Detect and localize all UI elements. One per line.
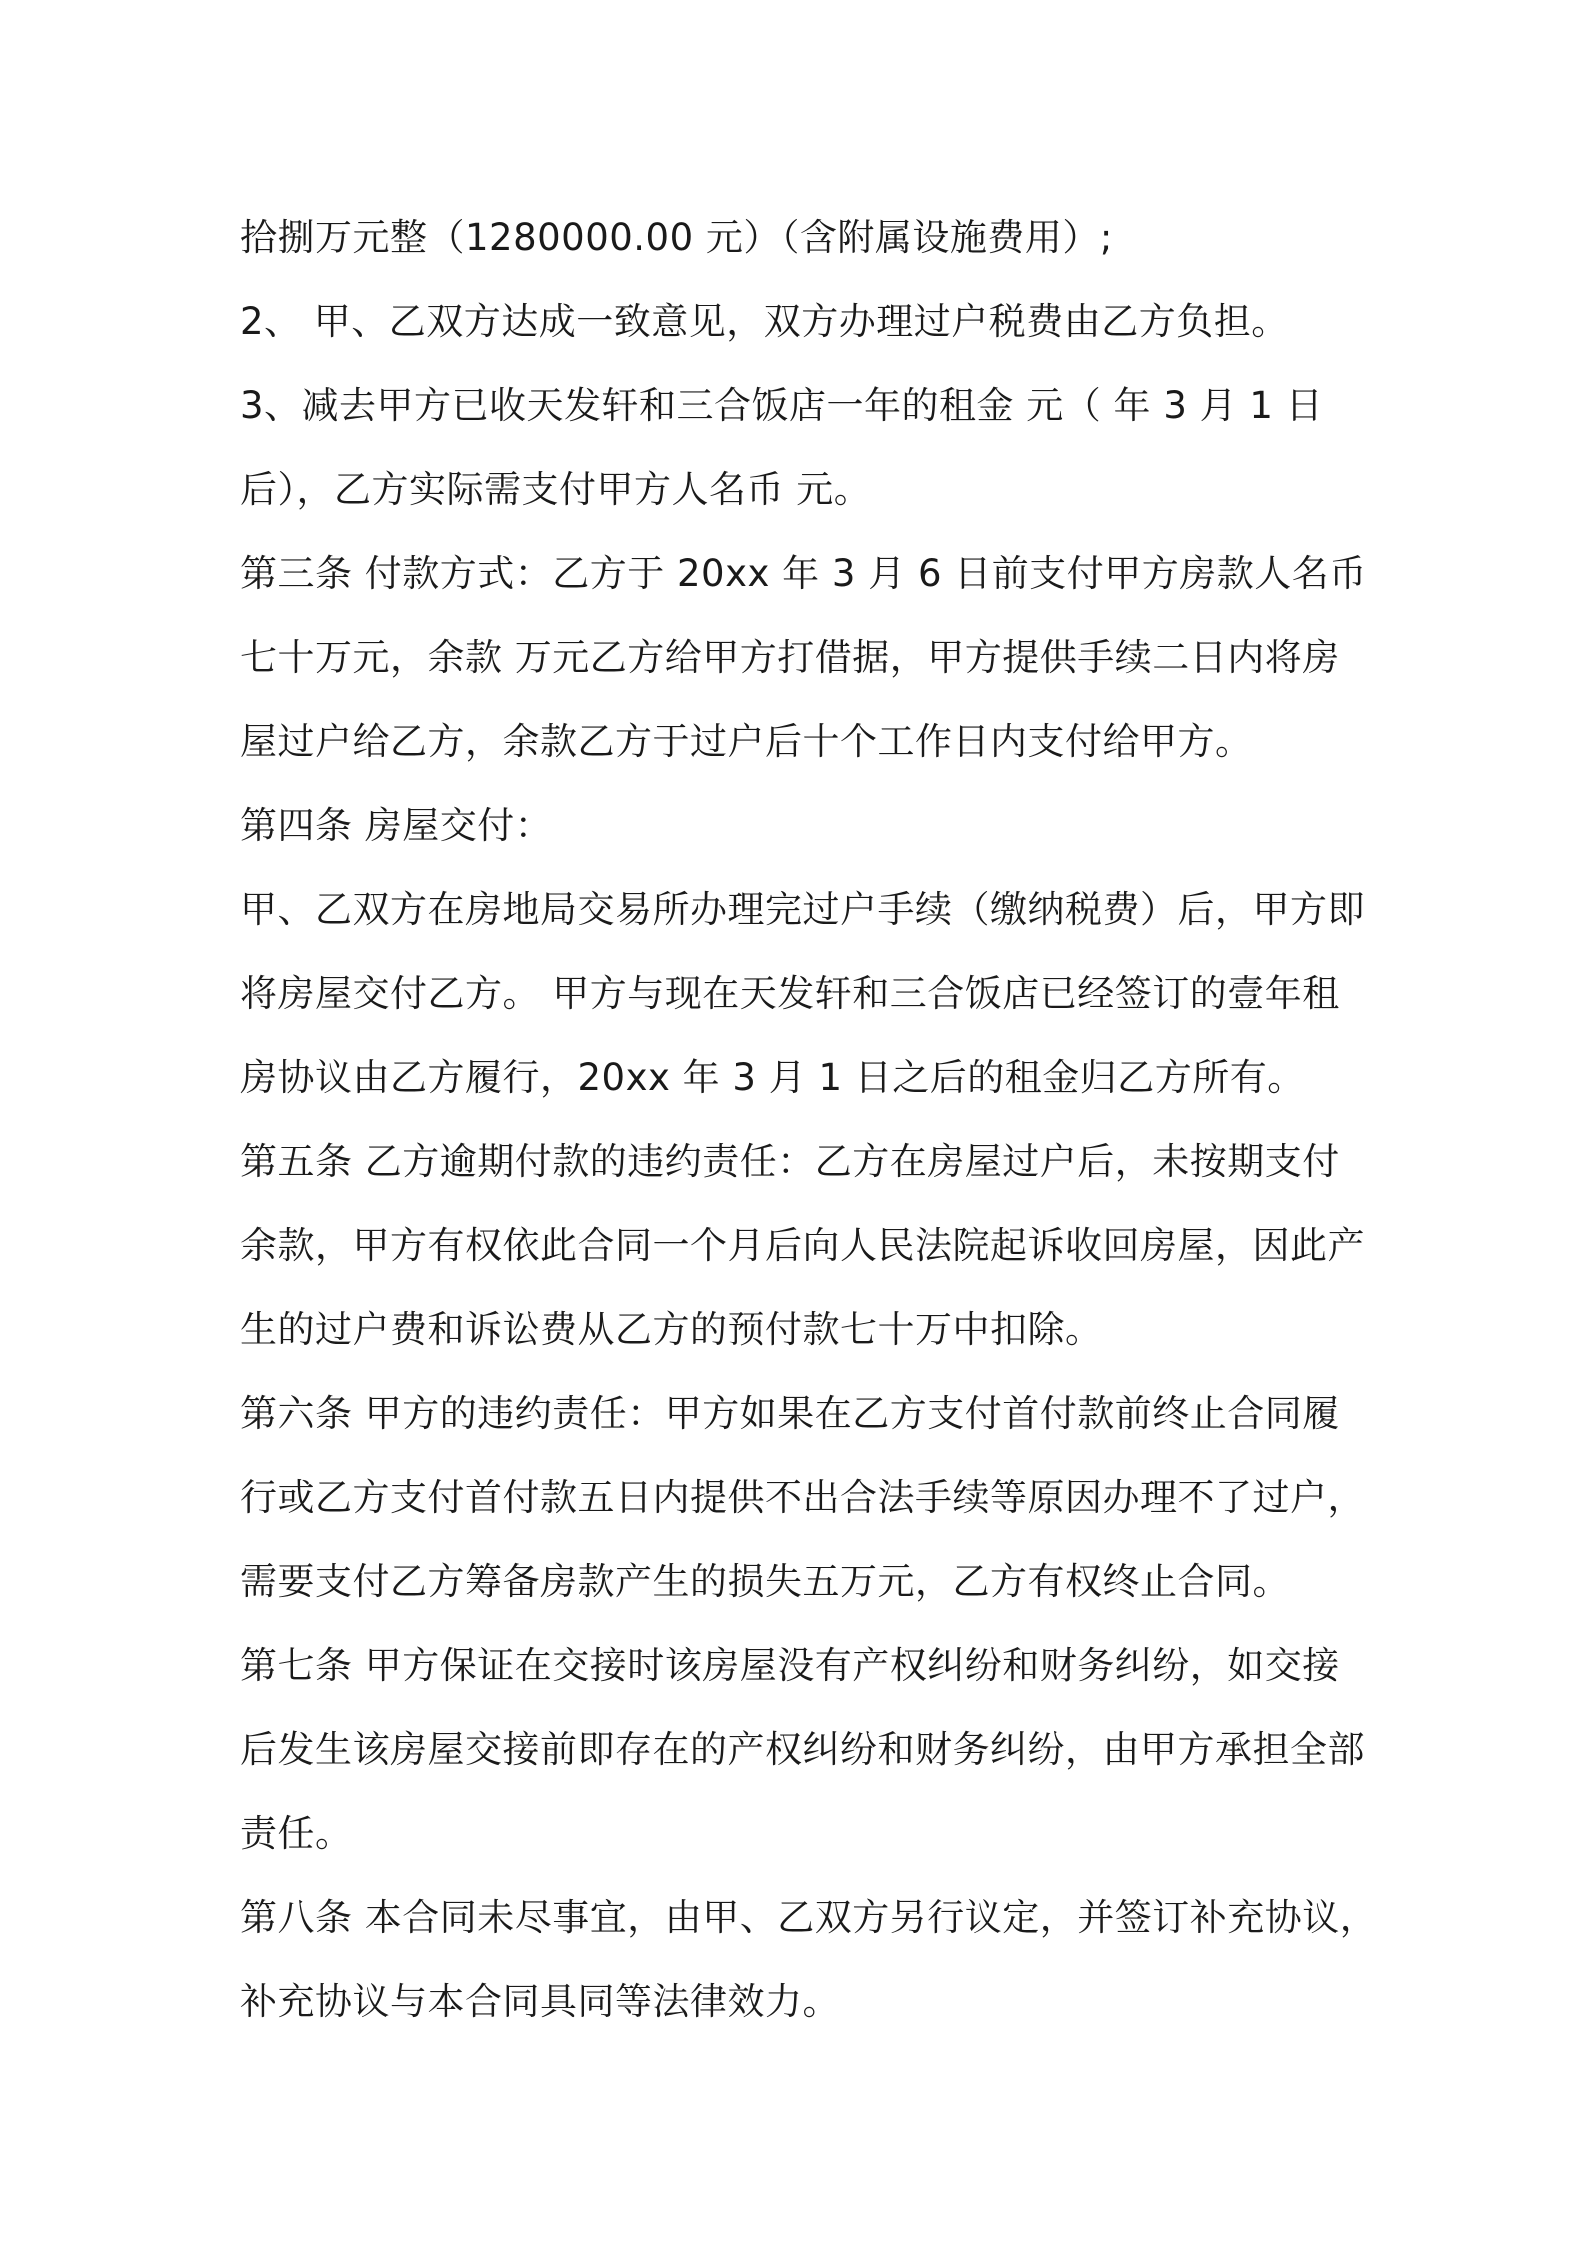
text-line: 第五条 乙方逾期付款的违约责任：乙方在房屋过户后，未按期支付 [240,1140,1340,1183]
text-line: 生的过户费和诉讼费从乙方的预付款七十万中扣除。 [240,1308,1103,1351]
text-line: 屋过户给乙方，余款乙方于过户后十个工作日内支付给甲方。 [240,720,1253,763]
text-line: 第七条 甲方保证在交接时该房屋没有产权纠纷和财务纠纷，如交接 [240,1644,1340,1687]
text-line: 2、 甲、乙双方达成一致意见，双方办理过户税费由乙方负担。 [240,300,1289,343]
text-line: 第三条 付款方式：乙方于 20xx 年 3 月 6 日前支付甲方房款人名币 [240,552,1367,595]
text-line: 责任。 [240,1812,353,1855]
text-line: 行或乙方支付首付款五日内提供不出合法手续等原因办理不了过户， [240,1476,1365,1519]
contract-body [240,196,1378,2044]
text-line: 第四条 房屋交付： [240,804,553,847]
text-line: 七十万元，余款 万元乙方给甲方打借据，甲方提供手续二日内将房 [240,636,1340,679]
text-line: 后发生该房屋交接前即存在的产权纠纷和财务纠纷，由甲方承担全部 [240,1728,1365,1771]
text-line: 需要支付乙方筹备房款产生的损失五万元，乙方有权终止合同。 [240,1560,1290,1603]
text-line: 补充协议与本合同具同等法律效力。 [240,1980,840,2023]
text-line: 第八条 本合同未尽事宜，由甲、乙双方另行议定，并签订补充协议， [240,1896,1378,1939]
text-line: 3、减去甲方已收天发轩和三合饭店一年的租金 元（ 年 3 月 1 日 [240,384,1324,427]
text-line: 第六条 甲方的违约责任：甲方如果在乙方支付首付款前终止合同履 [240,1392,1340,1435]
text-line: 将房屋交付乙方。 甲方与现在天发轩和三合饭店已经签订的壹年租 [240,972,1340,1015]
text-line: 甲、乙双方在房地局交易所办理完过户手续（缴纳税费）后，甲方即 [240,888,1365,931]
text-line: 后），乙方实际需支付甲方人名币 元。 [240,468,872,511]
text-line: 余款，甲方有权依此合同一个月后向人民法院起诉收回房屋，因此产 [240,1224,1365,1267]
text-line: 房协议由乙方履行，20xx 年 3 月 1 日之后的租金归乙方所有。 [240,1056,1305,1099]
text-line: 拾捌万元整（1280000.00 元）（含附属设施费用）; [240,216,1113,259]
